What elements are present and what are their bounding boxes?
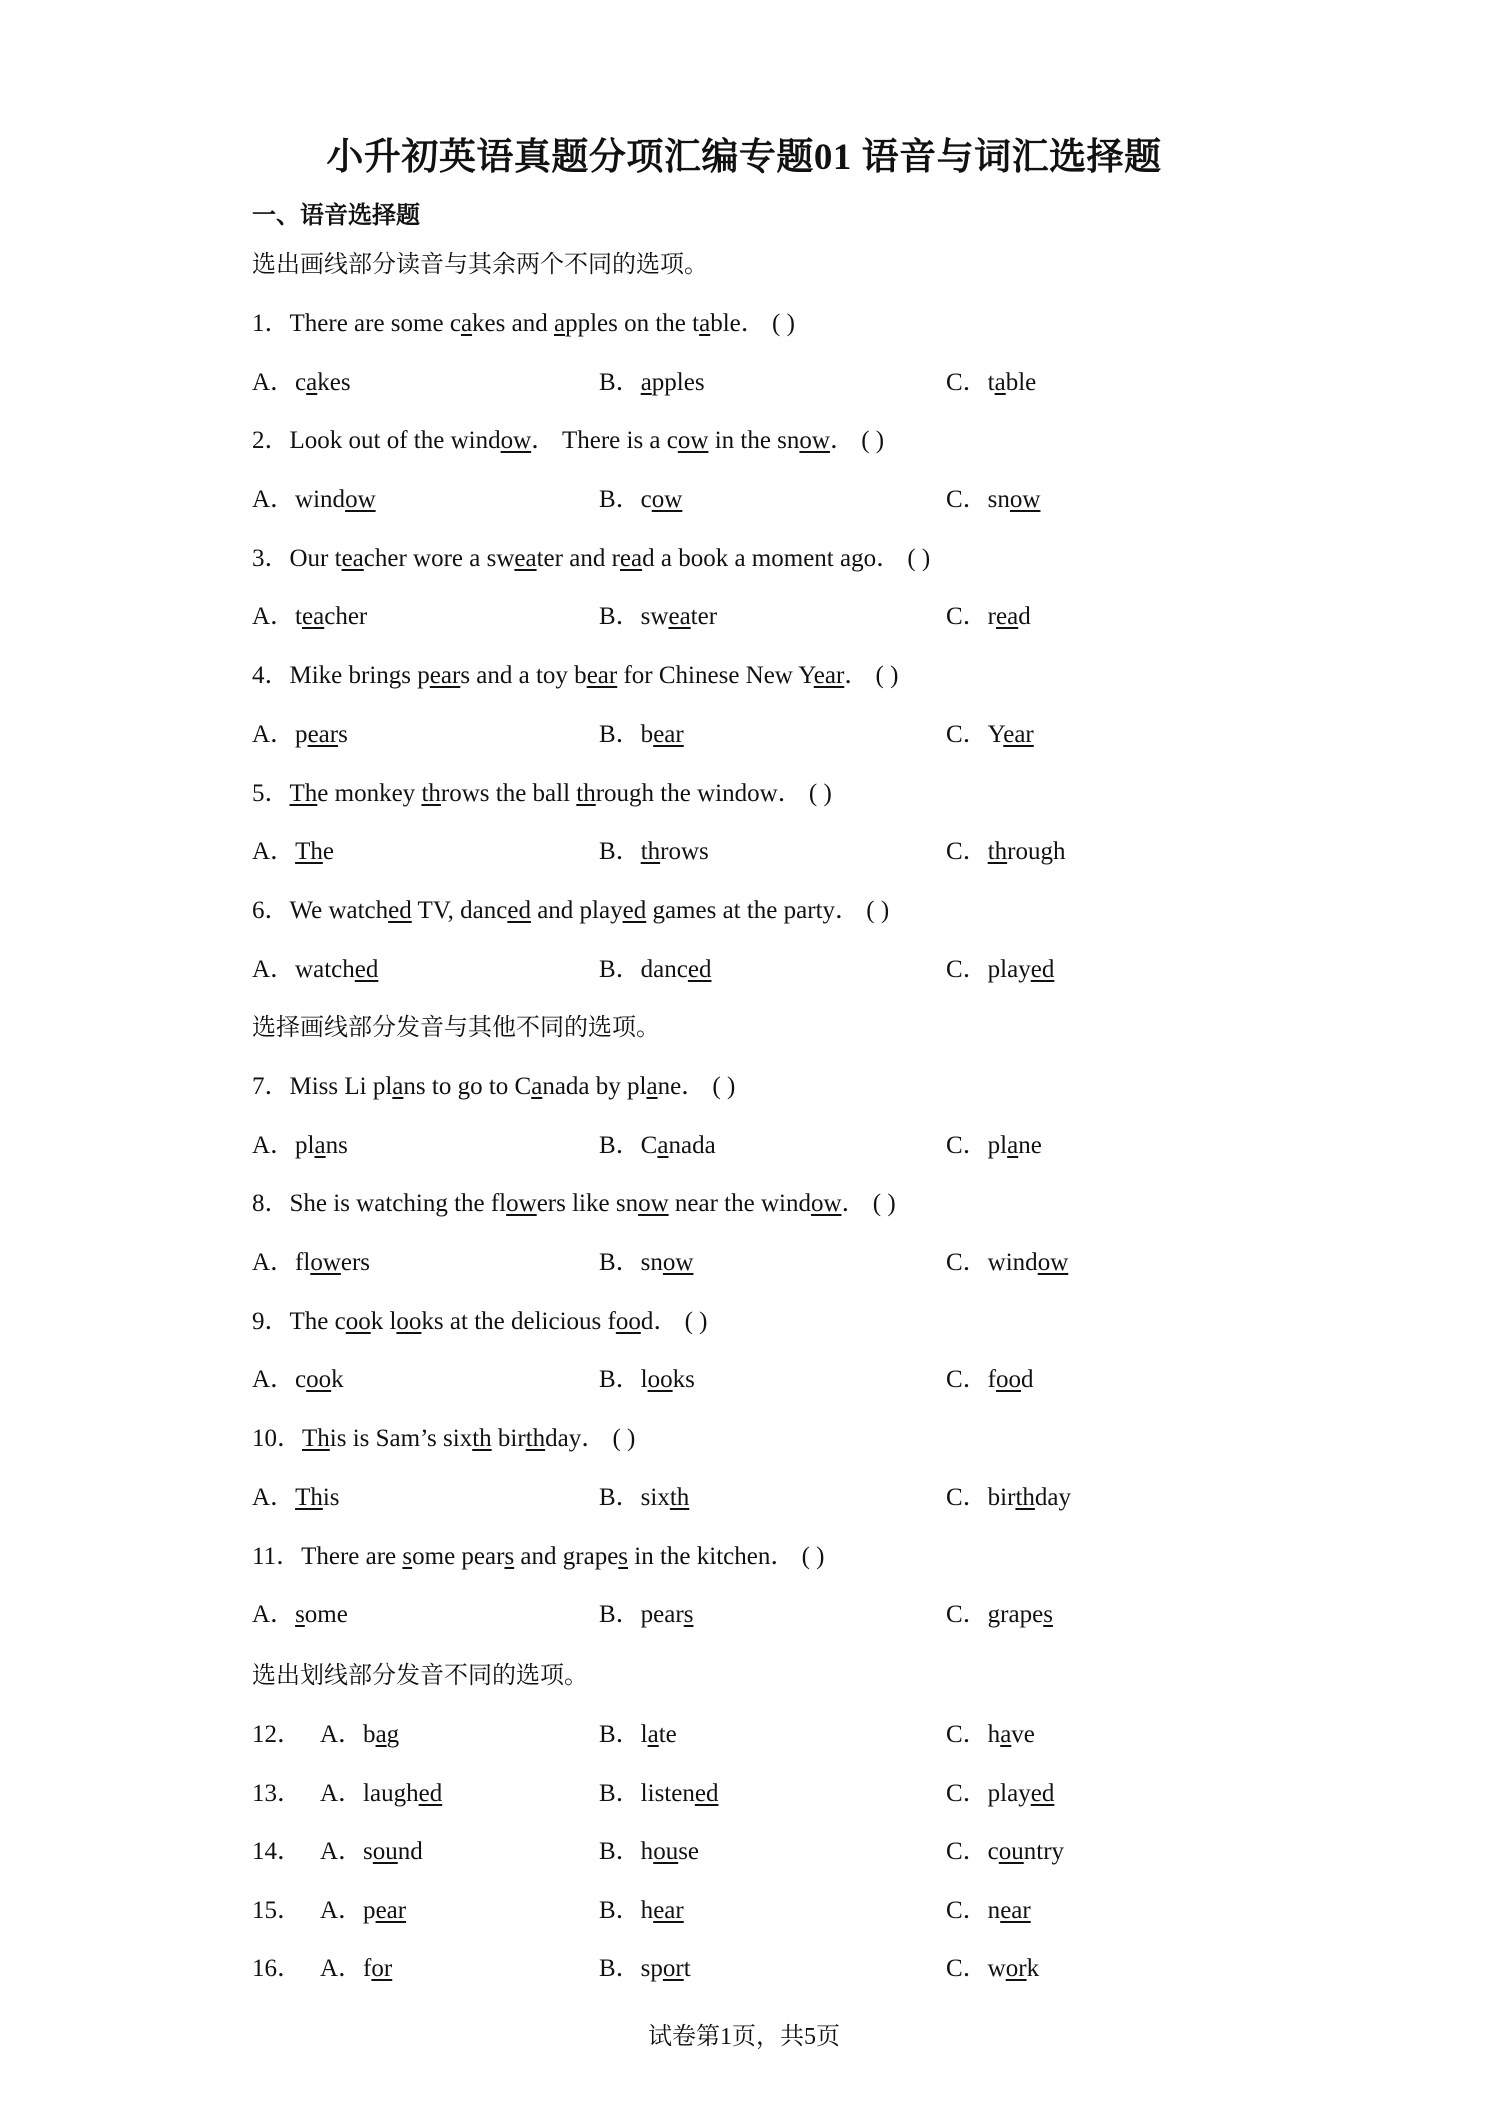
text-segment: B．six — [599, 1484, 670, 1511]
option-a — [320, 1890, 406, 1926]
text-segment: A．pl — [252, 1132, 315, 1159]
text-segment: ble． ( ) — [710, 310, 795, 337]
option-row — [252, 1594, 1352, 1634]
text-segment: day — [1034, 1484, 1072, 1511]
underlined-sound: ed — [694, 1780, 719, 1807]
option-b — [599, 1359, 695, 1395]
question-number: 16． — [252, 1955, 303, 1982]
text-segment: C．c — [946, 1838, 999, 1865]
text-segment: ． ( ) — [829, 427, 885, 454]
text-segment: C．wind — [946, 1249, 1038, 1276]
option-b — [599, 1477, 689, 1513]
text-segment: pples on the t — [565, 310, 700, 337]
underlined-sound: oo — [996, 1366, 1022, 1393]
text-segment: 1．There are some c — [252, 310, 461, 337]
text-segment: A．wind — [252, 486, 346, 513]
option-c — [946, 1242, 1068, 1278]
question-text — [252, 1066, 735, 1102]
underlined-sound: a — [657, 1132, 669, 1159]
underlined-sound: th — [987, 838, 1008, 865]
underlined-sound: a — [314, 1132, 326, 1159]
underlined-sound: s — [618, 1543, 629, 1570]
text-segment: near the wind — [668, 1190, 811, 1217]
text-segment: 4．Mike brings p — [252, 662, 430, 689]
underlined-sound: ow — [662, 1249, 694, 1276]
instruction-1: 选出画线部分读音与其余两个不同的选项。 — [252, 252, 708, 278]
underlined-sound: s — [1043, 1601, 1053, 1628]
text-segment: ． There is a c — [531, 427, 678, 454]
text-segment: A．c — [252, 1366, 307, 1393]
underlined-sound: a — [646, 1073, 658, 1100]
text-segment: ． ( ) — [844, 662, 899, 689]
option-row — [252, 831, 1352, 871]
text-segment: ter — [690, 603, 718, 630]
option-b — [599, 714, 684, 750]
option-row — [252, 596, 1352, 636]
option-a — [252, 831, 334, 867]
text-segment: 10． — [252, 1425, 303, 1452]
underlined-sound: ow — [506, 1190, 537, 1217]
text-segment: A．t — [252, 603, 303, 630]
underlined-sound: ea — [996, 603, 1019, 630]
text-segment: A．f — [320, 1955, 372, 1982]
text-segment: day． ( ) — [545, 1425, 636, 1452]
underlined-sound: th — [669, 1484, 690, 1511]
text-segment: ntry — [1023, 1838, 1065, 1865]
option-b — [599, 1773, 718, 1809]
underlined-sound: a — [553, 310, 566, 337]
underlined-sound: ear — [586, 662, 618, 689]
text-segment: d a book a moment ago． ( ) — [642, 545, 931, 572]
option-c — [946, 1948, 1039, 1984]
text-segment: C．t — [946, 369, 995, 396]
option-c — [946, 1890, 1031, 1926]
question-stem — [252, 1301, 1352, 1341]
text-segment: ve — [1011, 1721, 1035, 1748]
text-segment: and play — [530, 897, 623, 924]
underlined-sound: ow — [345, 486, 376, 513]
text-segment: e monkey — [317, 780, 422, 807]
text-segment: ne． ( ) — [657, 1073, 736, 1100]
text-segment: cher wore a sw — [363, 545, 515, 572]
option-b — [599, 1890, 684, 1926]
underlined-sound: a — [699, 310, 711, 337]
text-segment: is is Sam’s six — [329, 1425, 473, 1452]
text-segment: C．pl — [946, 1132, 1008, 1159]
option-b — [599, 949, 711, 985]
underlined-sound: a — [647, 1721, 659, 1748]
option-c — [946, 596, 1031, 632]
question-stem — [252, 655, 1352, 695]
text-segment: nada by pl — [542, 1073, 647, 1100]
option-b — [599, 1948, 691, 1984]
text-segment: C． — [946, 838, 988, 865]
underlined-sound: ow — [799, 427, 830, 454]
option-c — [946, 362, 1036, 398]
question-stem — [252, 1183, 1352, 1223]
underlined-sound: a — [531, 1073, 543, 1100]
underlined-sound: ed — [622, 897, 647, 924]
underlined-sound: ou — [372, 1838, 398, 1865]
question-text — [252, 890, 889, 926]
option-a — [252, 1242, 370, 1278]
section-heading: 一、语音选择题 — [252, 203, 420, 229]
text-segment: 3．Our t — [252, 545, 342, 572]
question-stem — [252, 773, 1352, 813]
text-segment: C．grape — [946, 1601, 1044, 1628]
question-text — [252, 1418, 635, 1454]
underlined-sound: th — [472, 1425, 492, 1452]
underlined-sound: ea — [302, 603, 325, 630]
underlined-sound: ow — [638, 1190, 669, 1217]
option-b — [599, 1831, 699, 1867]
text-segment: A． — [252, 1601, 296, 1628]
text-segment: B．listen — [599, 1780, 695, 1807]
text-segment: ks — [672, 1366, 695, 1393]
text-segment: k — [1026, 1955, 1040, 1982]
text-segment: 2．Look out of the wind — [252, 427, 501, 454]
text-segment: nada — [668, 1132, 716, 1159]
instruction-3: 选出划线部分发音不同的选项。 — [252, 1663, 588, 1689]
question-number: 15． — [252, 1897, 303, 1924]
text-segment: C．w — [946, 1955, 1006, 1982]
underlined-sound: oo — [396, 1308, 422, 1335]
option-a — [252, 714, 348, 750]
text-segment: ers — [340, 1249, 371, 1276]
underlined-sound: ow — [1037, 1249, 1069, 1276]
text-segment: cher — [324, 603, 368, 630]
text-segment: 8．She is watching the fl — [252, 1190, 507, 1217]
underlined-sound: ou — [653, 1838, 679, 1865]
option-a — [252, 1477, 340, 1513]
underlined-sound: a — [994, 369, 1006, 396]
text-segment: d — [1018, 603, 1031, 630]
option-c — [946, 1831, 1064, 1867]
option-c — [946, 1359, 1034, 1395]
text-segment: and grape — [514, 1543, 619, 1570]
underlined-sound: a — [392, 1073, 404, 1100]
underlined-sound: oo — [345, 1308, 371, 1335]
underlined-sound: oo — [306, 1366, 332, 1393]
option-c — [946, 1125, 1042, 1161]
question-text — [252, 420, 884, 456]
text-segment: C．sn — [946, 486, 1010, 513]
page-title: 小升初英语真题分项汇编专题01 语音与词汇选择题 — [326, 137, 1162, 178]
option-row — [252, 714, 1352, 754]
text-segment: C．bir — [946, 1484, 1016, 1511]
question-text — [252, 538, 930, 574]
text-segment: C．play — [946, 956, 1031, 983]
underlined-sound: ear — [653, 1897, 684, 1924]
text-segment: in the sn — [708, 427, 800, 454]
underlined-sound: th — [421, 780, 441, 807]
question-number: 13． — [252, 1780, 303, 1807]
text-segment: e — [322, 838, 334, 865]
underlined-sound: ea — [341, 545, 364, 572]
text-segment: C．play — [946, 1780, 1031, 1807]
text-segment: s — [338, 721, 348, 748]
question-text — [252, 1536, 825, 1572]
underlined-sound: ed — [418, 1780, 443, 1807]
underlined-sound: ear — [375, 1897, 407, 1924]
option-c — [946, 714, 1034, 750]
underlined-sound: a — [375, 1721, 387, 1748]
underlined-sound: s — [295, 1601, 305, 1628]
text-segment: 6．We watch — [252, 897, 389, 924]
underlined-sound: ear — [653, 721, 684, 748]
option-row — [252, 362, 1352, 402]
underlined-sound: or — [1005, 1955, 1027, 1982]
text-segment: B．b — [599, 721, 654, 748]
underlined-sound: ea — [668, 603, 691, 630]
option-row — [252, 1242, 1352, 1282]
text-segment: ns — [325, 1132, 348, 1159]
underlined-sound: ed — [354, 956, 379, 983]
underlined-sound: s — [683, 1601, 694, 1628]
text-segment: rough — [1007, 838, 1066, 865]
question-row — [252, 1890, 1352, 1930]
option-row — [252, 1359, 1352, 1399]
text-segment: ome — [304, 1601, 348, 1628]
text-segment: 11．There are — [252, 1543, 403, 1570]
text-segment: A．s — [320, 1838, 373, 1865]
question-row — [252, 1831, 1352, 1871]
text-segment: B．sn — [599, 1249, 663, 1276]
underlined-sound: a — [306, 369, 318, 396]
underlined-sound: Th — [302, 1425, 330, 1452]
text-segment: C．n — [946, 1897, 1001, 1924]
text-segment: B．h — [599, 1838, 654, 1865]
underlined-sound: ou — [998, 1838, 1024, 1865]
underlined-sound: Th — [295, 838, 323, 865]
option-a — [252, 479, 376, 515]
text-segment: nd — [397, 1838, 423, 1865]
option-a — [252, 1359, 344, 1395]
text-segment: A． — [252, 838, 296, 865]
text-segment: rough the window． ( ) — [595, 780, 832, 807]
option-c — [946, 479, 1040, 515]
text-segment: ble — [1005, 369, 1037, 396]
text-segment: B．sw — [599, 603, 669, 630]
text-segment: ome pear — [412, 1543, 505, 1570]
underlined-sound: ear — [307, 721, 339, 748]
underlined-sound: ed — [507, 897, 531, 924]
text-segment: se — [678, 1838, 700, 1865]
option-a — [320, 1773, 442, 1809]
option-row — [252, 949, 1352, 989]
question-number: 12． — [252, 1721, 303, 1748]
question-text — [252, 773, 832, 809]
question-text — [252, 655, 898, 691]
underlined-sound: a — [460, 310, 473, 337]
underlined-sound: ed — [687, 956, 712, 983]
text-segment: rows — [660, 838, 709, 865]
text-segment: B．pear — [599, 1601, 684, 1628]
text-segment: pples — [651, 369, 705, 396]
option-b — [599, 1714, 677, 1750]
question-row — [252, 1773, 1352, 1813]
option-a — [320, 1948, 392, 1984]
text-segment: A． — [252, 1484, 296, 1511]
underlined-sound: ear — [813, 662, 845, 689]
underlined-sound: ed — [388, 897, 412, 924]
text-segment: A．watch — [252, 956, 355, 983]
underlined-sound: ea — [619, 545, 643, 572]
option-a — [252, 1594, 348, 1630]
underlined-sound: th — [525, 1425, 546, 1452]
option-b — [599, 596, 717, 632]
text-segment: B． — [599, 838, 641, 865]
text-segment: C．Y — [946, 721, 1004, 748]
question-stem — [252, 890, 1352, 930]
text-segment: d． ( ) — [640, 1308, 708, 1335]
option-a — [252, 949, 378, 985]
text-segment: k l — [370, 1308, 397, 1335]
text-segment: for Chinese New Y — [617, 662, 814, 689]
underlined-sound: ear — [429, 662, 461, 689]
text-segment: ． ( ) — [841, 1190, 896, 1217]
text-segment: in the kitchen． ( ) — [628, 1543, 825, 1570]
text-segment: C．r — [946, 603, 997, 630]
question-number: 14． — [252, 1838, 303, 1865]
option-b — [599, 831, 709, 867]
underlined-sound: Th — [289, 780, 318, 807]
text-segment: kes — [317, 369, 351, 396]
text-segment: A．p — [252, 721, 308, 748]
underlined-sound: ed — [1030, 1780, 1055, 1807]
text-segment: 7．Miss Li pl — [252, 1073, 393, 1100]
option-b — [599, 479, 682, 515]
underlined-sound: or — [662, 1955, 684, 1982]
question-row — [252, 1948, 1352, 1988]
text-segment: B．l — [599, 1366, 648, 1393]
text-segment: 5． — [252, 780, 290, 807]
underlined-sound: ow — [1009, 486, 1041, 513]
underlined-sound: oo — [647, 1366, 673, 1393]
option-c — [946, 1594, 1053, 1630]
option-b — [599, 1242, 693, 1278]
option-c — [946, 1477, 1071, 1513]
option-b — [599, 1125, 716, 1161]
underlined-sound: ear — [1003, 721, 1034, 748]
option-b — [599, 362, 705, 398]
question-stem — [252, 303, 1352, 343]
question-stem — [252, 538, 1352, 578]
text-segment: B． — [599, 369, 641, 396]
option-c — [946, 949, 1054, 985]
text-segment: g — [386, 1721, 400, 1748]
underlined-sound: ear — [1000, 1897, 1031, 1924]
question-row — [252, 1714, 1352, 1754]
underlined-sound: th — [576, 780, 596, 807]
instruction-2: 选择画线部分发音与其他不同的选项。 — [252, 1015, 660, 1041]
text-segment: C．f — [946, 1366, 997, 1393]
option-c — [946, 1773, 1054, 1809]
option-a — [320, 1831, 423, 1867]
text-segment: s and a toy b — [460, 662, 587, 689]
question-text — [252, 1301, 707, 1337]
underlined-sound: ow — [500, 427, 532, 454]
text-segment: A．fl — [252, 1249, 311, 1276]
text-segment: B．c — [599, 486, 652, 513]
text-segment: k — [331, 1366, 344, 1393]
option-row — [252, 1477, 1352, 1517]
option-a — [252, 1125, 348, 1161]
option-c — [946, 831, 1065, 867]
underlined-sound: ow — [651, 486, 683, 513]
text-segment: ne — [1018, 1132, 1042, 1159]
text-segment: ers like sn — [536, 1190, 639, 1217]
text-segment: B．C — [599, 1132, 658, 1159]
option-c — [946, 1714, 1035, 1750]
question-stem — [252, 1418, 1352, 1458]
text-segment: games at the party． ( ) — [646, 897, 890, 924]
text-segment: 9．The c — [252, 1308, 346, 1335]
underlined-sound: ow — [810, 1190, 842, 1217]
underlined-sound: Th — [295, 1484, 323, 1511]
question-text — [252, 303, 795, 339]
text-segment: ns to go to C — [403, 1073, 532, 1100]
text-segment: ks at the delicious f — [421, 1308, 616, 1335]
underlined-sound: oo — [615, 1308, 641, 1335]
text-segment: A．p — [320, 1897, 376, 1924]
text-segment: d — [1021, 1366, 1034, 1393]
text-segment: C．h — [946, 1721, 1001, 1748]
option-row — [252, 479, 1352, 519]
text-segment: B．h — [599, 1897, 654, 1924]
text-segment: A．c — [252, 369, 307, 396]
text-segment: TV, danc — [411, 897, 508, 924]
text-segment: t — [683, 1955, 691, 1982]
text-segment: rows the ball — [440, 780, 577, 807]
underlined-sound: th — [1015, 1484, 1035, 1511]
question-stem — [252, 1536, 1352, 1576]
option-a — [320, 1714, 399, 1750]
question-stem — [252, 1066, 1352, 1106]
underlined-sound: a — [640, 369, 652, 396]
underlined-sound: ed — [1030, 956, 1055, 983]
underlined-sound: ea — [514, 545, 537, 572]
option-a — [252, 596, 367, 632]
option-b — [599, 1594, 693, 1630]
underlined-sound: or — [371, 1955, 393, 1982]
option-a — [252, 362, 351, 398]
underlined-sound: ow — [310, 1249, 341, 1276]
text-segment: te — [658, 1721, 677, 1748]
underlined-sound: th — [640, 838, 661, 865]
option-row — [252, 1125, 1352, 1165]
page-footer: 试卷第1页，共5页 — [648, 2024, 840, 2050]
text-segment: is — [322, 1484, 340, 1511]
text-segment: A．b — [320, 1721, 376, 1748]
underlined-sound: a — [1007, 1132, 1019, 1159]
text-segment: B．sp — [599, 1955, 663, 1982]
underlined-sound: a — [1000, 1721, 1012, 1748]
text-segment: ter and r — [536, 545, 620, 572]
text-segment: bir — [491, 1425, 526, 1452]
question-text — [252, 1183, 896, 1219]
text-segment: A．laugh — [320, 1780, 419, 1807]
question-stem — [252, 420, 1352, 460]
underlined-sound: s — [504, 1543, 515, 1570]
underlined-sound: s — [402, 1543, 413, 1570]
text-segment: B．danc — [599, 956, 688, 983]
text-segment: kes and — [472, 310, 554, 337]
underlined-sound: ow — [677, 427, 709, 454]
text-segment: B．l — [599, 1721, 648, 1748]
